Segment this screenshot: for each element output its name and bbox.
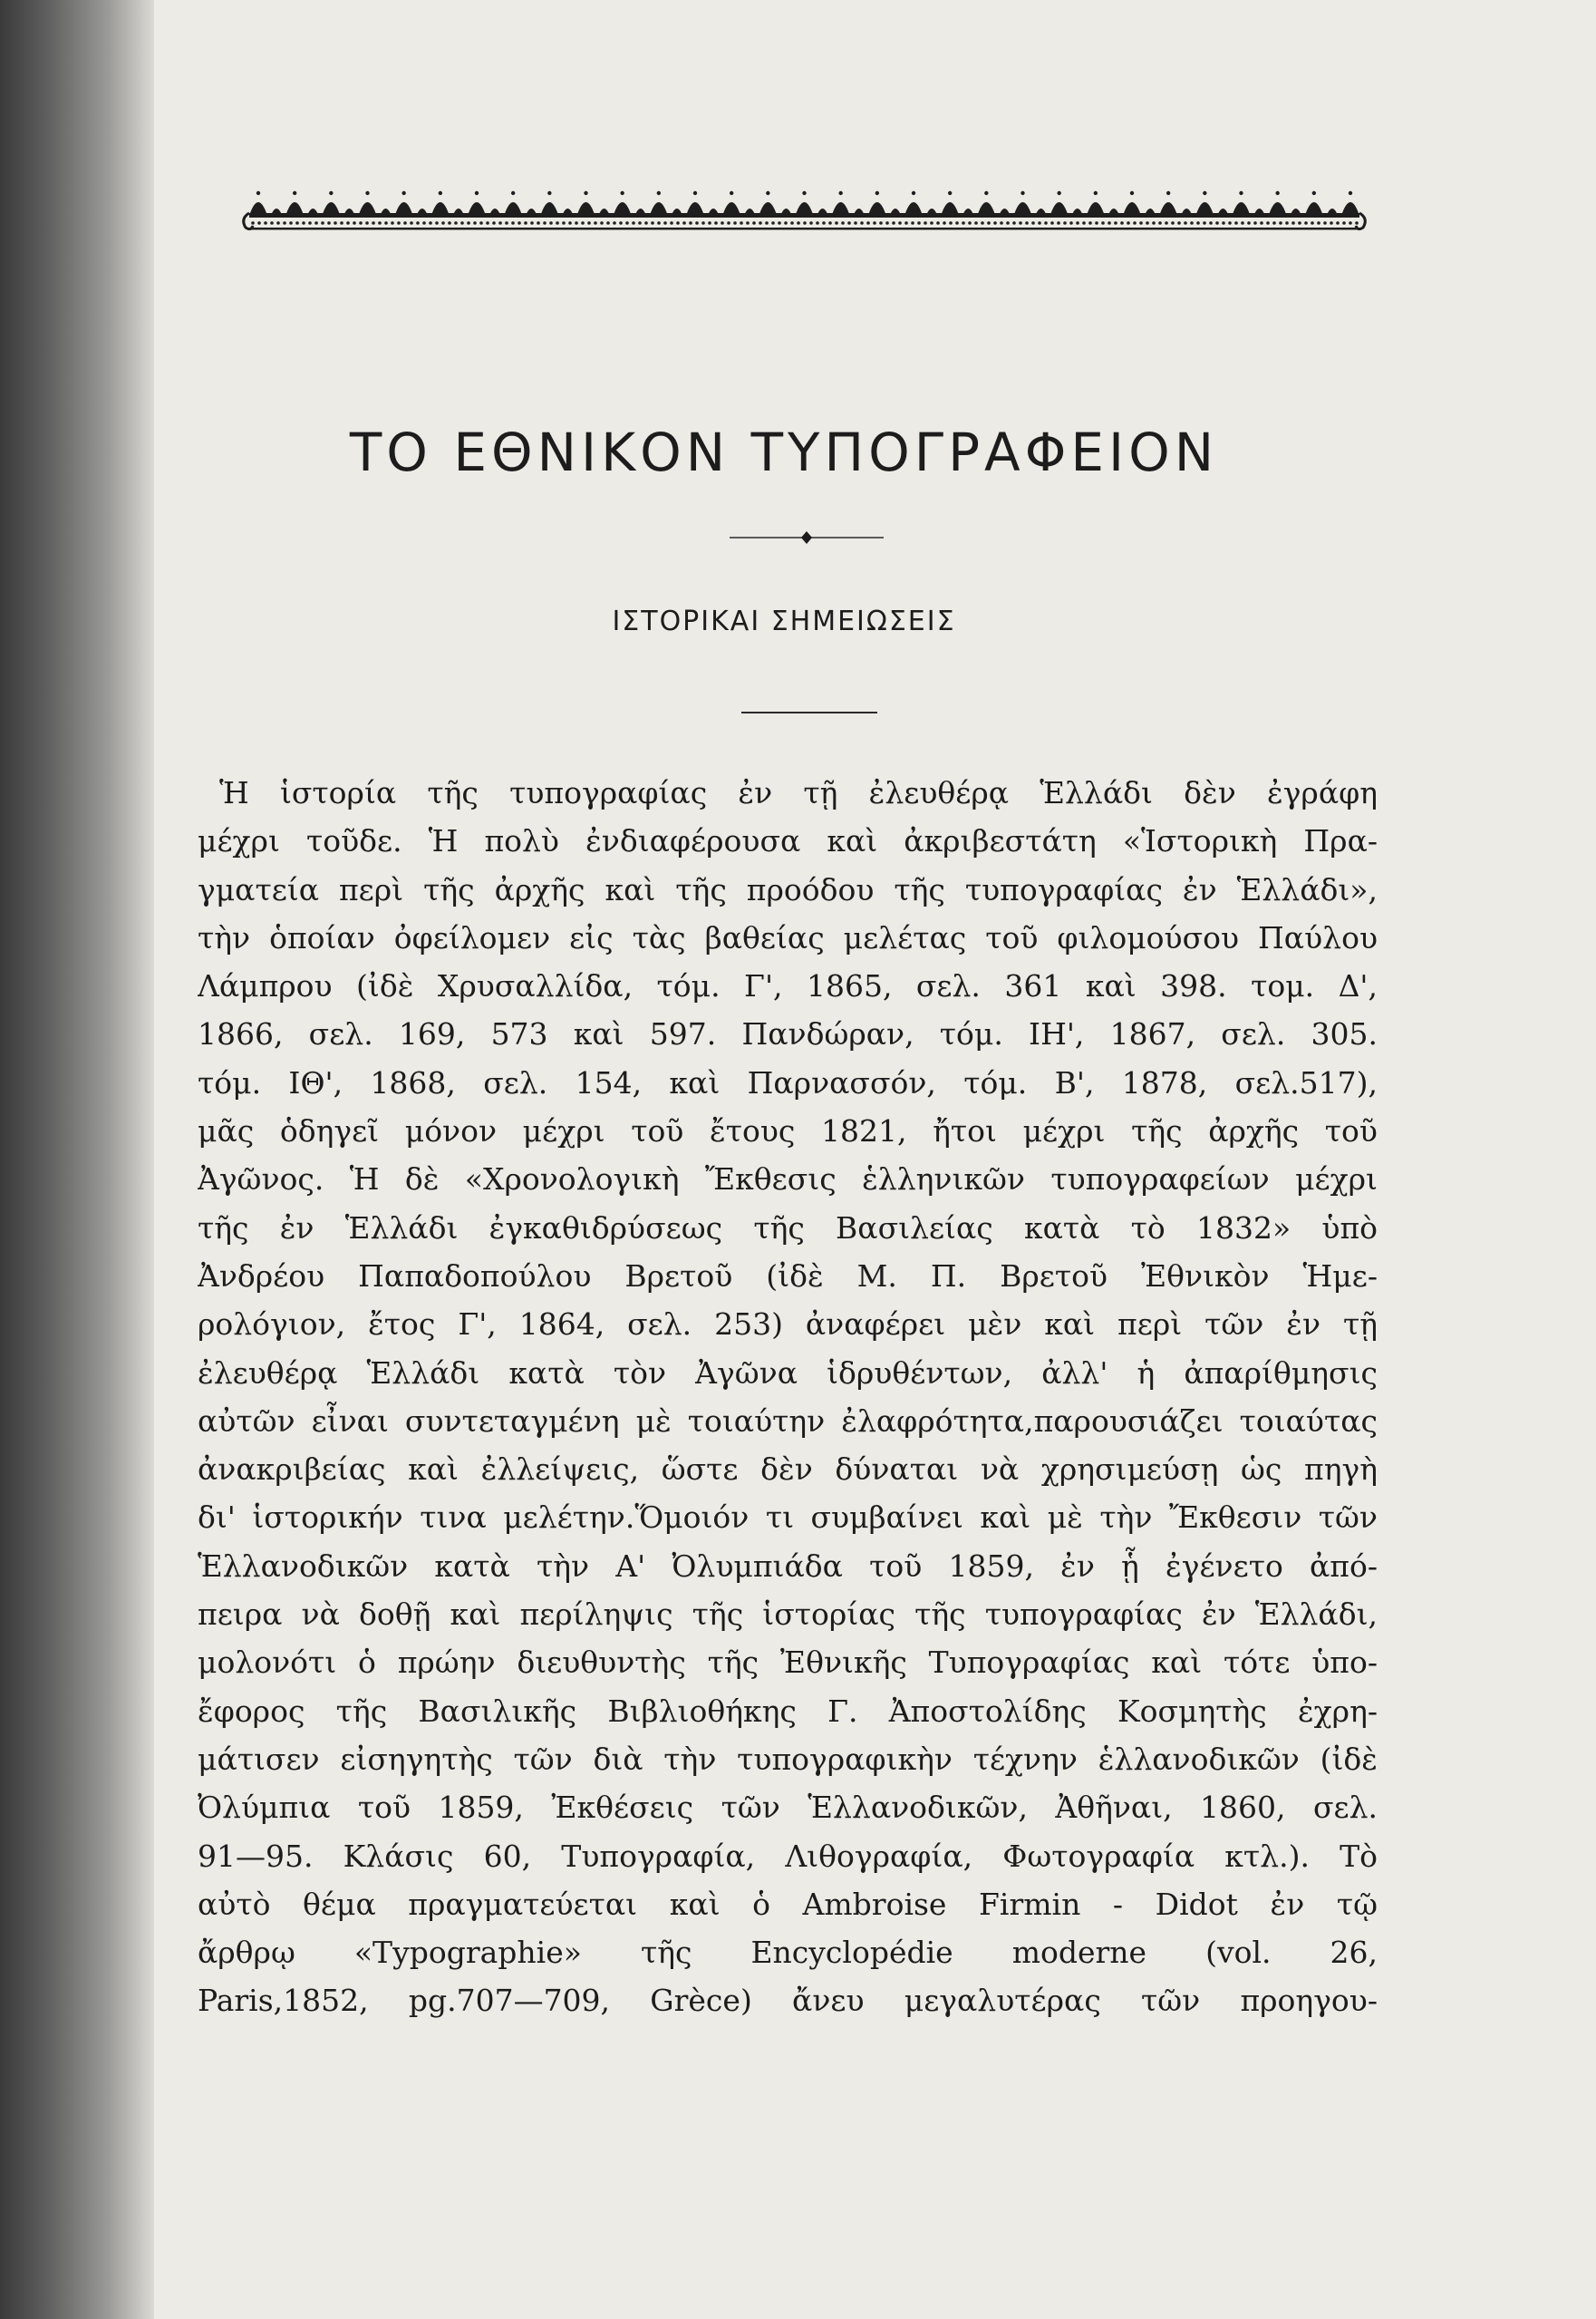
text-line: μάτισεν εἰσηγητὴς τῶν διὰ τὴν τυπογραφικὴν τέχνην ἑλλανοδικῶν (ἰδὲ	[198, 1741, 1378, 1777]
text-line: Ἀγῶνος. Ἡ δὲ «Χρονολογικὴ Ἔκθεσις ἑλληνικῶν τυπογραφείων μέχρι	[198, 1161, 1378, 1198]
text-line: ἀνακριβείας καὶ ἐλλείψεις, ὥστε δὲν δύναται νὰ χρησιμεύσῃ ὡς πηγὴ	[198, 1451, 1378, 1488]
text-line: τὴν ὁποίαν ὀφείλομεν εἰς τὰς βαθείας μελέτας τοῦ φιλομούσου Παύλου	[198, 919, 1378, 956]
text-line: δι' ἱστορικήν τινα μελέτην.Ὅμοιόν τι συμβαίνει καὶ μὲ τὴν Ἔκθεσιν τῶν	[198, 1499, 1378, 1536]
text-line: ἐλευθέρᾳ Ἑλλάδι κατὰ τὸν Ἀγῶνα ἱδρυθέντων, ἀλλ' ἡ ἀπαρίθμησις	[198, 1354, 1378, 1391]
text-line: τῆς ἐν Ἑλλάδι ἐγκαθιδρύσεως τῆς Βασιλείας κατὰ τὸ 1832» ὑπὸ	[198, 1209, 1378, 1246]
text-line: μᾶς ὁδηγεῖ μόνον μέχρι τοῦ ἔτους 1821, ἤτοι μέχρι τῆς ἀρχῆς τοῦ	[198, 1113, 1378, 1150]
text-line: ἄρθρῳ «Typographie» τῆς Encyclopédie moderne (vol. 26,	[198, 1935, 1378, 1971]
text-line: ἔφορος τῆς Βασιλικῆς Βιβλιοθήκης Γ. Ἀποστολίδης Κοσμητὴς ἐχρη-	[198, 1693, 1378, 1729]
binding-shadow	[0, 0, 154, 2319]
header-ornament	[240, 186, 1369, 240]
text-line: Ἀνδρέου Παπαδοπούλου Βρετοῦ (ἰδὲ Μ. Π. Βρετοῦ Ἐθνικὸν Ἡμε-	[198, 1257, 1378, 1294]
text-line: 1866, σελ. 169, 573 καὶ 597. Πανδώραν, τόμ. ΙΗ', 1867, σελ. 305.	[198, 1016, 1378, 1053]
section-rule	[741, 712, 877, 713]
text-line: ρολόγιον, ἔτος Γ', 1864, σελ. 253) ἀναφέρει μὲν καὶ περὶ τῶν ἐν τῇ	[198, 1306, 1378, 1343]
text-line: γματεία περὶ τῆς ἀρχῆς καὶ τῆς προόδου τῆς τυπογραφίας ἐν Ἑλλάδι»,	[198, 871, 1378, 907]
text-line: Ὀλύμπια τοῦ 1859, Ἐκθέσεις τῶν Ἑλλανοδικῶν, Ἀθῆναι, 1860, σελ.	[198, 1790, 1378, 1826]
body-text	[198, 769, 1378, 2025]
text-line: Ἑλλανοδικῶν κατὰ τὴν Α' Ὀλυμπιάδα τοῦ 1859, ἐν ᾗ ἐγένετο ἀπό-	[198, 1548, 1378, 1584]
page-title: ΤΟ ΕΘΝΙΚΟΝ ΤΥΠΟΓΡΑΦΕΙΟΝ	[349, 422, 1219, 483]
text-line: Paris,1852, pg.707—709, Grèce) ἄνευ μεγαλυτέρας τῶν προηγου-	[198, 1983, 1378, 2019]
text-line: πειρα νὰ δοθῇ καὶ περίληψις τῆς ἱστορίας τῆς τυπογραφίας ἐν Ἑλλάδι,	[198, 1596, 1378, 1633]
text-line: μέχρι τοῦδε. Ἡ πολὺ ἐνδιαφέρουσα καὶ ἀκριβεστάτη «Ἱστορικὴ Πρα-	[198, 823, 1378, 859]
text-line: τόμ. ΙΘ', 1868, σελ. 154, καὶ Παρνασσόν, τόμ. Β', 1878, σελ.517),	[198, 1064, 1378, 1101]
page-subtitle: ΙΣΤΟΡΙΚΑΙ ΣΗΜΕΙΩΣΕΙΣ	[612, 606, 956, 637]
text-line: αὐτῶν εἶναι συντεταγμένη μὲ τοιαύτην ἐλαφρότητα,παρουσιάζει τοιαύτας	[198, 1402, 1378, 1439]
text-line: μολονότι ὁ πρώην διευθυντὴς τῆς Ἐθνικῆς Τυπογραφίας καὶ τότε ὑπο-	[198, 1645, 1378, 1681]
text-line: Ἡ ἱστορία τῆς τυπογραφίας ἐν τῇ ἐλευθέρᾳ Ἑλλάδι δὲν ἐγράφη	[219, 775, 1378, 810]
text-line: Λάμπρου (ἰδὲ Χρυσαλλίδα, τόμ. Γ', 1865, σελ. 361 καὶ 398. τομ. Δ',	[198, 968, 1378, 1004]
title-divider-ornament	[730, 530, 884, 545]
text-line: 91—95. Κλάσις 60, Τυπογραφία, Λιθογραφία, Φωτογραφία κτλ.). Τὸ	[198, 1838, 1378, 1874]
text-line: αὐτὸ θέμα πραγματεύεται καὶ ὁ Ambroise Firmin - Didot ἐν τῷ	[198, 1886, 1378, 1922]
